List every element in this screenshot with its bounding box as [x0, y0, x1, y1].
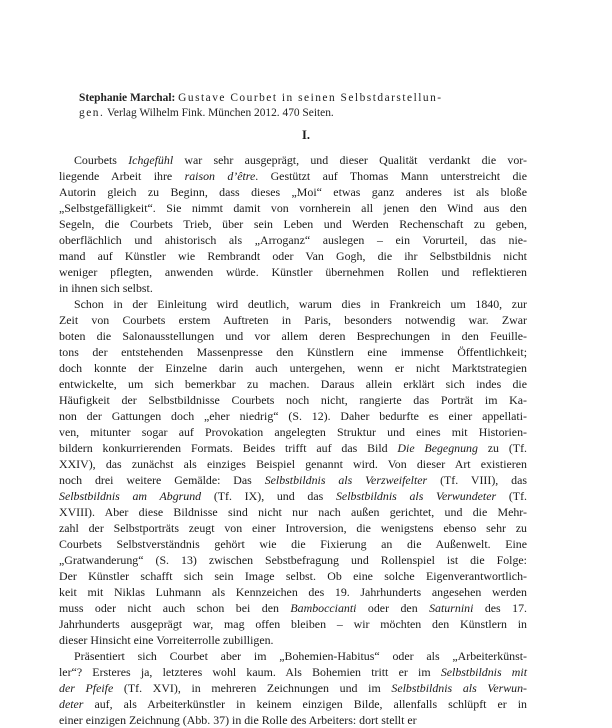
text-run: „Selbstgefälligkeit“. Sie nimmt damit von vornherein all jenen den Wind aus den: [59, 201, 527, 215]
text-line: [59, 472, 527, 488]
italic-title: Selbstbildnis als Verwundeter: [335, 489, 497, 503]
text-line: [59, 344, 527, 360]
italic-title: raison d’être: [184, 169, 256, 183]
section-heading: I.: [302, 128, 310, 142]
text-run: Jahrhunderts ausgeprägt war, mag offen bleiben – wir möchten den Künstlern in: [59, 617, 527, 631]
text-run: des 17.: [473, 601, 527, 615]
italic-title: Selbstbildnis als Verzweifelter: [264, 473, 428, 487]
text-run: oberflächlich und ahistorisch als „Arroganz“ auslegen – ein Vorurteil, das nie-: [59, 233, 527, 247]
text-run: Zeit von Courbets erstem Auftreten in Paris, besonders notwendig war. Zwar: [59, 313, 527, 327]
text-run: oder den: [356, 601, 430, 615]
text-line: [59, 168, 527, 184]
citation-author: Stephanie Marchal:: [79, 92, 176, 104]
text-run: dieser Hinsicht eine Vorreiterrolle zubilligen.: [59, 633, 274, 647]
italic-title: Saturnini: [429, 601, 474, 615]
italic-title: deter: [59, 697, 84, 711]
italic-title: Bamboccianti: [290, 601, 357, 615]
text-line: [59, 328, 527, 344]
book-citation: [79, 91, 549, 121]
text-line: [59, 680, 527, 696]
text-run: ler“? Ersteres ja, letzteres wohl kaum. Als Bohemien tritt er im: [59, 665, 441, 679]
text-run: Schon in der Einleitung wird deutlich, warum dies in Frankreich um 1840, zur: [74, 297, 527, 311]
text-line: [59, 712, 527, 728]
text-line: [59, 392, 527, 408]
text-line: [59, 200, 527, 216]
text-run: noch drei weitere Gemälde: Das: [59, 473, 265, 487]
text-line: [59, 568, 527, 584]
text-run: (Tf. IX), und das: [201, 489, 336, 503]
text-run: war sehr ausgeprägt, und dieser Qualität verdankt die vor-: [173, 153, 527, 167]
text-line: [59, 424, 527, 440]
text-run: entwickelte, um sich bemerkbar zu machen. Daraus allein erklärt sich indes die: [59, 377, 527, 391]
text-line: [59, 648, 527, 664]
italic-title: Selbstbildnis mit: [440, 665, 527, 679]
text-run: in ihnen sich selbst.: [59, 281, 153, 295]
text-run: zahl der Selbstporträts zeugt von einer Introversion, die wenigstens ebenso sehr zu: [59, 521, 527, 535]
text-line: [59, 584, 527, 600]
text-run: Courbets Selbstverständnis gehört wie die Fixierung an die Außenwelt. Eine: [59, 537, 527, 551]
text-line: [59, 280, 527, 296]
text-run: XVIII). Aber diese Bildnisse sind nicht nur nach außen gerichtet, und die Mehr-: [59, 505, 527, 519]
text-run: ven, mitunter sogar auf Provokation angelegten Struktur und eines mit Historien-: [59, 425, 527, 439]
text-run: liegende Arbeit ihre: [59, 169, 185, 183]
text-run: XXIV), das zunächst als einziges Beispiel genannt wird. Von dieser Art existieren: [59, 457, 527, 471]
text-line: [59, 664, 527, 680]
text-run: auf, als Arbeiterkünstler in keinem einzigen Bilde, allenfalls schlüpft er in: [83, 697, 527, 711]
text-run: Präsentiert sich Courbet aber im „Bohemien-Habitus“ oder als „Arbeiterkünst-: [74, 649, 527, 663]
text-run: zu (Tf.: [477, 441, 528, 455]
text-line: [59, 488, 527, 504]
text-run: . Gestützt auf Thomas Mann unterstreicht die: [255, 169, 527, 183]
text-line: [59, 248, 527, 264]
text-line: [59, 536, 527, 552]
text-line: [59, 696, 527, 712]
text-run: bildern konkurrierenden Formats. Beides trifft auf das Bild: [59, 441, 398, 455]
text-run: mand auf Künstler wie Rembrandt oder Van Gogh, die ihr Selbstbildnis nicht: [59, 249, 527, 263]
italic-title: der Pfeife: [59, 681, 114, 695]
text-line: [59, 632, 527, 648]
text-run: Segeln, die Courbets Trieb, über sein Leben und Werden Rechenschaft zu geben,: [59, 217, 527, 231]
body-text: [59, 152, 527, 728]
text-run: weniger pflegten, anwenden würde. Künstler übernehmen Rollen und reflektieren: [59, 265, 527, 279]
text-run: (Tf. VIII), das: [427, 473, 528, 487]
text-run: Häufigkeit der Selbstbildnisse Courbets noch nicht, rangierte das Porträt im Ka-: [59, 393, 527, 407]
text-line: [59, 520, 527, 536]
text-line: [59, 600, 527, 616]
text-line: [59, 312, 527, 328]
text-line: [59, 184, 527, 200]
text-run: Autorin gleich zu Beginn, dass dieses „Moi“ etwas ganz anderes ist als bloße: [59, 185, 527, 199]
text-run: muss oder nicht auch schon bei den: [59, 601, 291, 615]
text-run: Courbets: [74, 153, 129, 167]
text-line: [59, 152, 527, 168]
text-run: keit mit Niklas Luhmann als Kennzeichen des 19. Jahrhunderts angesehen werden: [59, 585, 527, 599]
italic-title: Die Begegnung: [397, 441, 478, 455]
citation-title-part-1: Gustave Courbet in seinen Selbstdarstellun-: [178, 92, 443, 104]
citation-publisher: Verlag Wilhelm Fink. München 2012. 470 Seiten.: [106, 107, 334, 119]
text-line: [59, 616, 527, 632]
citation-title-part-2: gen.: [79, 107, 105, 119]
text-run: (Tf.: [496, 489, 527, 503]
text-run: „Gratwanderung“ (S. 13) zwischen Sebstbefragung und Rollenspiel ist die Folge:: [59, 553, 527, 567]
text-line: [59, 232, 527, 248]
text-line: [59, 408, 527, 424]
text-line: [59, 376, 527, 392]
text-run: doch konnte der Einzelne darin auch untergehen, wenn er nicht Marktstrategien: [59, 361, 527, 375]
text-run: (Tf. XVI), in mehreren Zeichnungen und im: [113, 681, 392, 695]
text-line: [59, 552, 527, 568]
text-line: [59, 296, 527, 312]
text-line: [59, 456, 527, 472]
text-run: boten die Salonausstellungen und vor allem deren Besprechungen in den Feuille-: [59, 329, 527, 343]
text-run: non der Gattungen doch „eher niedrig“ (S. 12). Daher bedurfte es einer appellati-: [59, 409, 527, 423]
text-line: [59, 440, 527, 456]
italic-title: Ichgefühl: [128, 153, 174, 167]
italic-title: Selbstbildnis als Verwun-: [391, 681, 528, 695]
text-run: tons der entstehenden Massenpresse den Künstlern eine immense Öffentlichkeit;: [59, 345, 527, 359]
text-line: [59, 504, 527, 520]
italic-title: Selbstbildnis am Abgrund: [59, 489, 202, 503]
text-line: [59, 216, 527, 232]
text-run: Der Künstler schafft sich sein Image selbst. Ob eine solche Eigenverantwortlich-: [59, 569, 527, 583]
text-run: einer einzigen Zeichnung (Abb. 37) in die Rolle des Arbeiters: dort stellt er: [59, 713, 417, 727]
text-line: [59, 360, 527, 376]
text-line: [59, 264, 527, 280]
